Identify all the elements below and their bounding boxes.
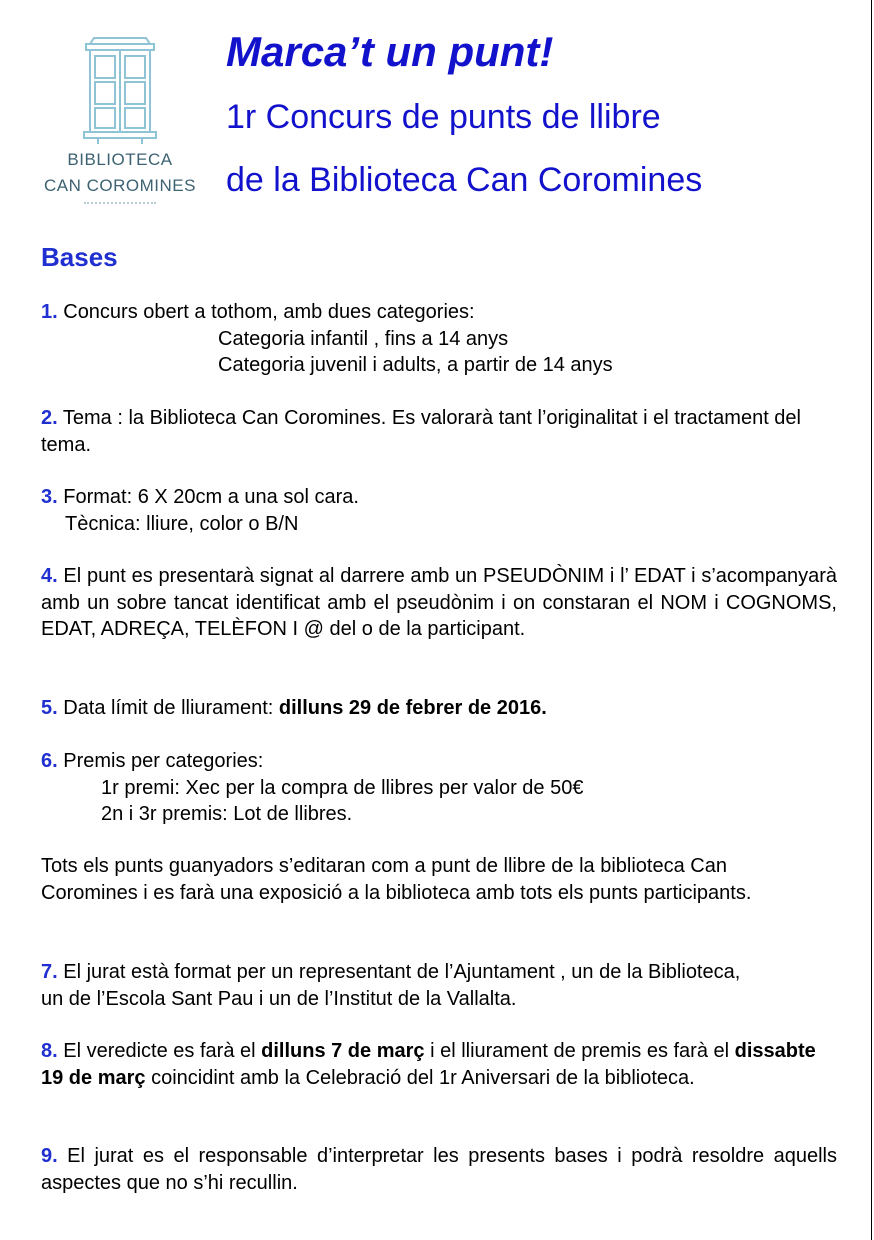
note-text: Tots els punts guanyadors s’editaran com a punt de llibre de la biblioteca Can Coromines i es farà una exposició a la biblioteca amb tots els punts participants.: [41, 855, 752, 904]
bases-heading: Bases: [41, 242, 118, 272]
rule-text: Premis per categories:: [57, 750, 264, 772]
rule-6: [41, 748, 837, 828]
logo-text-line1: BIBLIOTECA: [67, 150, 173, 169]
rule-number: 6.: [41, 750, 58, 772]
rule-text: El veredicte es farà el: [57, 1040, 262, 1062]
technique-line: Tècnica: lliure, color o B/N: [65, 512, 299, 535]
rule-number: 5.: [41, 697, 58, 719]
rule-2: [41, 405, 837, 458]
deadline-date: dilluns 29 de febrer de 2016.: [278, 697, 547, 719]
rule-text: El punt es presentarà signat al darrere amb un PSEUDÒNIM i l’ EDAT i s’acompanyarà amb un sobre tancat identificat amb el pseudònim i on constaran el NOM i COGNOMS, EDAT, ADREÇA, TELÈFON I @ del o de la participant.: [41, 565, 837, 640]
logo-divider: [84, 202, 156, 204]
rule-number: 4.: [41, 565, 58, 587]
rule-number: 7.: [41, 961, 58, 983]
library-logo: [40, 36, 200, 216]
category-child: Categoria infantil , fins a 14 anys: [218, 327, 509, 350]
rule-text: El jurat està format per un representant de l’Ajuntament , un de la Biblioteca, un de l’Escola Sant Pau i un de l’Institut de la Vallalta.: [41, 961, 741, 1010]
rule-text: i el lliurament de premis es farà el: [424, 1040, 735, 1062]
rule-7: [41, 959, 761, 1012]
rule-number: 8.: [41, 1040, 58, 1062]
verdict-date: dilluns 7 de març: [261, 1040, 425, 1062]
page-title: Marca’t un punt!: [226, 28, 554, 75]
rule-5: [41, 695, 837, 722]
rule-9: [41, 1143, 837, 1196]
rule-number: 1.: [41, 301, 58, 323]
rule-text: Data límit de lliurament:: [57, 697, 279, 719]
subtitle-line1: 1r Concurs de punts de llibre: [226, 98, 661, 136]
rule-text: Tema : la Biblioteca Can Coromines. Es valorarà tant l’originalitat i el tractament del tema.: [41, 407, 801, 456]
award-date: dissabte 19 de març: [41, 1040, 816, 1089]
winners-note: [41, 853, 801, 906]
first-prize: 1r premi: Xec per la compra de llibres per valor de 50€: [101, 776, 584, 799]
rule-1: [41, 299, 837, 379]
category-adult: Categoria juvenil i adults, a partir de 14 anys: [218, 354, 613, 376]
subtitle-line2: de la Biblioteca Can Coromines: [226, 161, 703, 199]
rule-number: 2.: [41, 407, 58, 429]
window-icon: [40, 36, 200, 146]
rule-text: El jurat es el responsable d’interpretar les presents bases i podrà resoldre aquells aspectes que no s’hi recullin.: [41, 1145, 837, 1194]
second-third-prize: 2n i 3r premis: Lot de llibres.: [101, 803, 353, 825]
rule-8: [41, 1038, 837, 1091]
rule-number: 3.: [41, 486, 58, 508]
rule-text: coincidint amb la Celebració del 1r Aniversari de la biblioteca.: [145, 1066, 695, 1089]
rule-text: Concurs obert a tothom, amb dues categories:: [57, 301, 475, 323]
rule-number: 9.: [41, 1145, 58, 1167]
rule-4: [41, 563, 837, 643]
logo-text-line2: CAN COROMINES: [44, 176, 196, 195]
rule-3: [41, 484, 837, 537]
rule-text: Format: 6 X 20cm a una sol cara.: [57, 486, 359, 508]
